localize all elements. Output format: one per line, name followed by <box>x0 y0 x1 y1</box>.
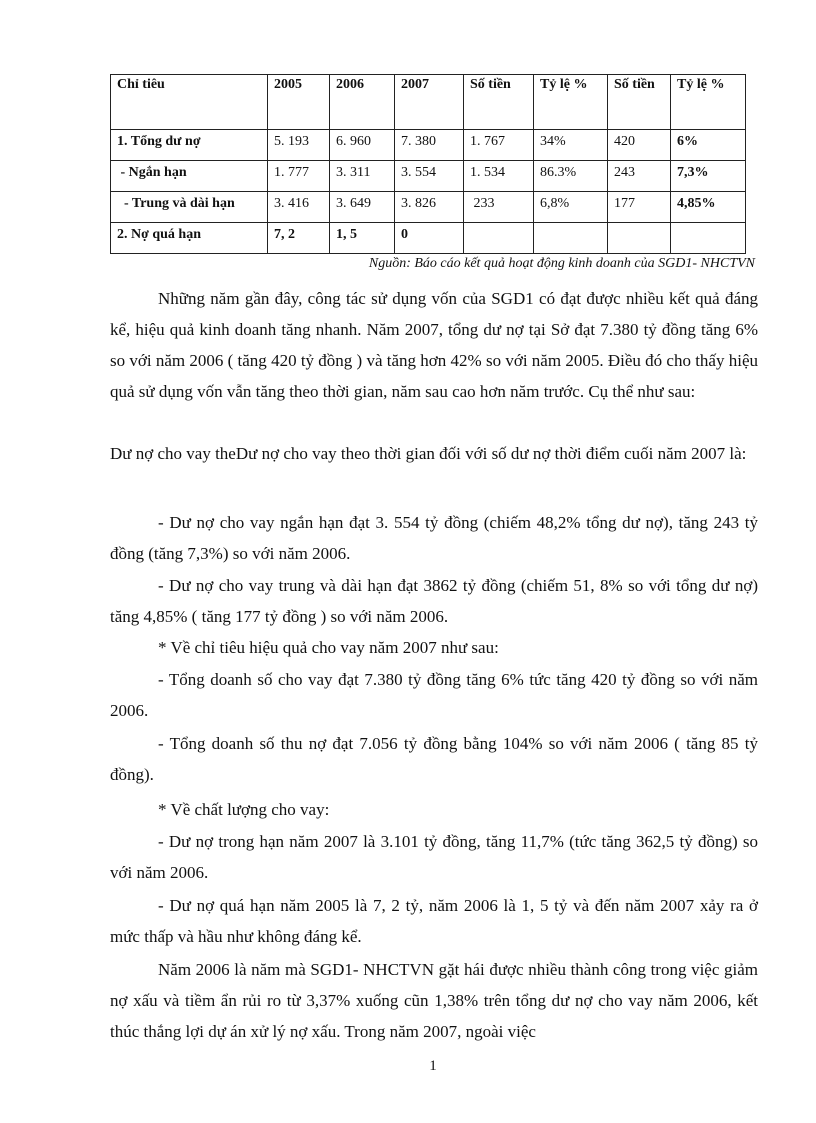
cell: 6. 960 <box>330 130 395 161</box>
cell: 1, 5 <box>330 223 395 254</box>
paragraph-debt-collection: - Tổng doanh số thu nợ đạt 7.056 tỷ đồng bằng 104% so với năm 2006 ( tăng 85 tỷ đồng). <box>110 734 758 784</box>
paragraph-bad-debt: Năm 2006 là năm mà SGD1- NHCTVN gặt hái được nhiều thành công trong việc giảm nợ xấu và tiềm ẩn rủi ro từ 3,37% xuống cũn 1,38% trên tổng dư nợ cho vay năm 2006, kết thúc thắng lợi dự án xử lý nợ xấu. Trong năm 2007, ngoài việc <box>110 960 758 1041</box>
header-rate-2: Tỷ lệ % <box>671 75 746 130</box>
cell: 6% <box>671 130 746 161</box>
cell: 86.3% <box>534 161 608 192</box>
row-label: - Ngắn hạn <box>111 161 268 192</box>
paragraph-efficiency-heading: * Về chỉ tiêu hiệu quả cho vay năm 2007 như sau: <box>158 638 499 657</box>
cell: 243 <box>608 161 671 192</box>
cell <box>534 223 608 254</box>
credit-table <box>110 74 746 254</box>
paragraph-medium-long-term: - Dư nợ cho vay trung và dài hạn đạt 3862 tỷ đồng (chiếm 51, 8% so với tổng dư nợ) tăng 4,85% ( tăng 177 tỷ đồng ) so với năm 2006. <box>110 576 758 626</box>
page-number: 1 <box>429 1058 437 1074</box>
cell: 1. 777 <box>268 161 330 192</box>
table-row <box>111 161 746 192</box>
cell: 177 <box>608 192 671 223</box>
cell: 3. 416 <box>268 192 330 223</box>
cell: 3. 649 <box>330 192 395 223</box>
cell: 6,8% <box>534 192 608 223</box>
cell: 3. 554 <box>395 161 464 192</box>
cell <box>671 223 746 254</box>
cell: 7, 2 <box>268 223 330 254</box>
cell: 1. 534 <box>464 161 534 192</box>
header-2006: 2006 <box>330 75 395 130</box>
header-2007: 2007 <box>395 75 464 130</box>
header-2005: 2005 <box>268 75 330 130</box>
cell: 3. 311 <box>330 161 395 192</box>
cell <box>608 223 671 254</box>
paragraph-performing-loans: - Dư nợ trong hạn năm 2007 là 3.101 tỷ đồng, tăng 11,7% (tức tăng 362,5 tỷ đồng) so với năm 2006. <box>110 832 758 882</box>
header-amount-2: Số tiền <box>608 75 671 130</box>
cell: 420 <box>608 130 671 161</box>
paragraph-quality-heading: * Về chất lượng cho vay: <box>158 800 330 819</box>
table-row <box>111 223 746 254</box>
row-label: 2. Nợ quá hạn <box>111 223 268 254</box>
paragraph-overdue-loans: - Dư nợ quá hạn năm 2005 là 7, 2 tỷ, năm 2006 là 1, 5 tỷ và đến năm 2007 xảy ra ở mức thấp và hầu như không đáng kể. <box>110 896 758 946</box>
header-amount-1: Số tiền <box>464 75 534 130</box>
header-label: Chỉ tiêu <box>111 75 268 130</box>
paragraph-intro: Những năm gần đây, công tác sử dụng vốn của SGD1 có đạt được nhiều kết quả đáng kể, hiệu quả kinh doanh tăng nhanh. Năm 2007, tổng dư nợ tại Sở đạt 7.380 tỷ đồng tăng 6% so với năm 2006 ( tăng 420 tỷ đồng ) và tăng hơn 42% so với năm 2005. Điều đó cho thấy hiệu quả sử dụng vốn vẫn tăng theo thời gian, năm sau cao hơn năm trước. Cụ thể như sau: <box>110 289 758 401</box>
cell <box>464 223 534 254</box>
cell: 1. 767 <box>464 130 534 161</box>
cell: 34% <box>534 130 608 161</box>
table-row <box>111 130 746 161</box>
cell: 7. 380 <box>395 130 464 161</box>
table-row <box>111 192 746 223</box>
cell: 4,85% <box>671 192 746 223</box>
row-label: 1. Tổng dư nợ <box>111 130 268 161</box>
cell: 7,3% <box>671 161 746 192</box>
row-label: - Trung và dài hạn <box>111 192 268 223</box>
table-header-row <box>111 75 746 130</box>
cell: 0 <box>395 223 464 254</box>
paragraph-short-term: - Dư nợ cho vay ngắn hạn đạt 3. 554 tỷ đồng (chiếm 48,2% tổng dư nợ), tăng 243 tỷ đồng (tăng 7,3%) so với năm 2006. <box>110 513 758 563</box>
paragraph-loan-by-term: Dư nợ cho vay theDư nợ cho vay theo thời gian đối với số dư nợ thời điểm cuối năm 2007 là: <box>110 444 747 463</box>
cell: 5. 193 <box>268 130 330 161</box>
cell: 233 <box>464 192 534 223</box>
table-source-note: Nguồn: Báo cáo kết quả hoạt động kinh doanh của SGD1- NHCTVN <box>368 256 755 271</box>
header-rate-1: Tỷ lệ % <box>534 75 608 130</box>
paragraph-total-lending: - Tổng doanh số cho vay đạt 7.380 tỷ đồng tăng 6% tức tăng 420 tỷ đồng so với năm 2006. <box>110 670 758 720</box>
cell: 3. 826 <box>395 192 464 223</box>
